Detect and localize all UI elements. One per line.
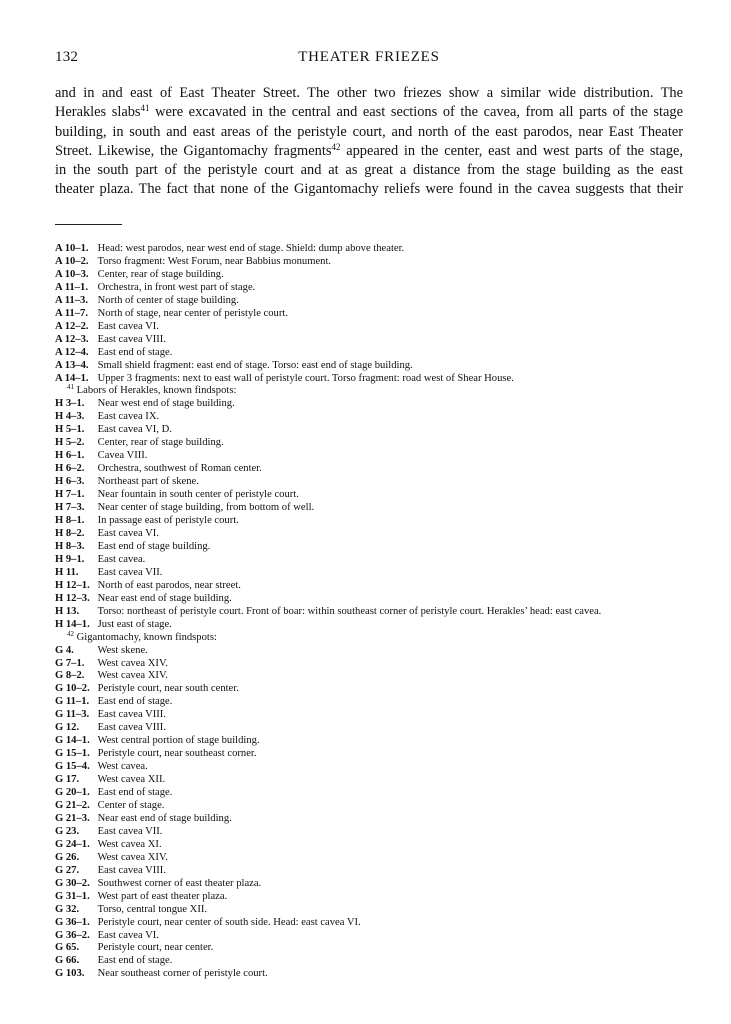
findspot-text: West cavea XIV. [95, 657, 168, 669]
catalog-number: A 12–2. [55, 320, 89, 332]
findspot-text: Near east end of stage building. [95, 812, 232, 824]
footnote-entry [55, 360, 695, 373]
findspot-text: Orchestra, in front west part of stage. [95, 281, 256, 293]
footnote-entry [55, 852, 695, 865]
catalog-number: A 14–1. [55, 372, 89, 384]
catalog-number: H 8–3. [55, 540, 85, 552]
footnote-entry [55, 450, 695, 463]
catalog-number: H 13. [55, 605, 80, 617]
catalog-number: G 17. [55, 774, 80, 786]
findspot-text: East cavea VIII. [95, 722, 166, 734]
footnote-entry [55, 787, 695, 800]
footnote-heading-text: Gigantomachy, known findspots: [74, 631, 217, 643]
catalog-number: A 12–4. [55, 346, 89, 358]
body-line: Herakles slabs$^{41}$ were excavated in the central and east sections of the cavea, from all parts of the stage [55, 103, 683, 121]
running-title: THEATER FRIEZES [298, 49, 440, 65]
catalog-number: H 8–2. [55, 527, 85, 539]
catalog-number: H 9–1. [55, 553, 85, 565]
footnote-entry [55, 606, 695, 619]
body-line: theater plaza. The fact that none of the Gigantomachy reliefs were found in the cavea suggests that their [55, 181, 683, 198]
catalog-number: H 12–3. [55, 592, 90, 604]
footnote-entry [55, 709, 695, 722]
footnote-entry [55, 567, 695, 580]
footnote-entry [55, 800, 695, 813]
footnote-entry [55, 528, 695, 541]
findspot-text: In passage east of peristyle court. [95, 515, 239, 527]
catalog-number: H 4–3. [55, 411, 85, 423]
findspot-text: Peristyle court, near center of south side. Head: east cavea VI. [95, 916, 361, 928]
findspot-text: North of stage, near center of peristyle court. [95, 307, 288, 319]
footnote-entry [55, 580, 695, 593]
findspot-text: East end of stage. [95, 955, 173, 967]
findspot-text: East cavea VIII. [95, 333, 166, 345]
footnote-entry [55, 541, 695, 554]
body-line: Street. Likewise, the Gigantomachy fragments$^{42}$ appeared in the center, east and west parts of the stage, [55, 141, 683, 159]
footnote-reference: 41 [140, 103, 150, 114]
catalog-number: G 15–4. [55, 761, 90, 773]
body-line: building, in south and east areas of the peristyle court, and north of the east parodos, near East Theater [55, 123, 683, 140]
catalog-number: H 5–2. [55, 437, 85, 449]
catalog-number: H 6–2. [55, 463, 85, 475]
findspot-text: Near center of stage building, from bottom of well. [95, 502, 315, 514]
catalog-number: G 4. [55, 644, 74, 656]
footnote-entry [55, 489, 695, 502]
footnote-entry [55, 243, 695, 256]
findspot-text: Peristyle court, near center. [95, 942, 214, 954]
findspot-text: East end of stage. [95, 346, 173, 358]
catalog-number: G 11–1. [55, 696, 90, 708]
findspot-text: East cavea VII. [95, 566, 163, 578]
catalog-number: H 7–1. [55, 489, 85, 501]
findspot-text: Cavea VIII. [95, 450, 148, 462]
findspot-text: Small shield fragment: east end of stage. Torso: east end of stage building. [95, 359, 413, 371]
page-number: 132 [55, 49, 79, 65]
catalog-number: G 21–2. [55, 799, 90, 811]
body-line: and in and east of East Theater Street. The other two friezes show a similar wide distribution. The [55, 85, 683, 101]
footnote-entry [55, 904, 695, 917]
footnote-entry [55, 619, 695, 632]
catalog-number: G 32. [55, 903, 80, 915]
findspot-text: East cavea VI, D. [95, 424, 172, 436]
catalog-number: G 30–2. [55, 877, 90, 889]
footnote-entry [55, 942, 695, 955]
footnote-entry [55, 658, 695, 671]
findspot-text: Near west end of stage building. [95, 398, 235, 410]
catalog-number: A 10–2. [55, 255, 89, 267]
footnote-entry [55, 295, 695, 308]
findspot-text: East cavea IX. [95, 411, 160, 423]
footnote-entry [55, 554, 695, 567]
body-line: in the south part of the peristyle court and at as great a distance from the stage building as the east [55, 162, 683, 179]
catalog-number: H 14–1. [55, 618, 90, 630]
findspot-text: Southwest corner of east theater plaza. [95, 877, 262, 889]
footnote-entry [55, 955, 695, 968]
footnote-number: 42 [67, 629, 74, 638]
footnote-entry [55, 683, 695, 696]
footnote-entry [55, 347, 695, 360]
findspot-text: Center of stage. [95, 799, 165, 811]
catalog-number: G 21–3. [55, 812, 90, 824]
findspot-text: West part of east theater plaza. [95, 890, 228, 902]
footnote-entry [55, 735, 695, 748]
catalog-number: A 10–3. [55, 268, 89, 280]
footnote-entry [55, 748, 695, 761]
catalog-number: G 31–1. [55, 890, 90, 902]
footnote-entry [55, 463, 695, 476]
footnote-entry [55, 269, 695, 282]
catalog-number: A 10–1. [55, 243, 89, 254]
catalog-number: G 26. [55, 851, 80, 863]
catalog-number: H 3–1. [55, 398, 85, 410]
catalog-number: H 7–3. [55, 502, 85, 514]
footnote-entry [55, 645, 695, 658]
footnote-entry [55, 761, 695, 774]
catalog-number: G 103. [55, 968, 85, 980]
footnote-entry [55, 813, 695, 826]
findspot-text: East cavea VI. [95, 320, 159, 332]
footnote-entry [55, 826, 695, 839]
catalog-number: H 6–1. [55, 450, 85, 462]
findspot-text: North of center of stage building. [95, 294, 239, 306]
footnote-entry [55, 891, 695, 904]
findspot-text: West cavea. [95, 761, 148, 773]
findspot-text: Torso, central tongue XII. [95, 903, 208, 915]
footnote-entry [55, 670, 695, 683]
footnote-entry [55, 321, 695, 334]
footnote-entry [55, 515, 695, 528]
findspot-text: West cavea XIV. [95, 851, 168, 863]
footnote-entry [55, 334, 695, 347]
catalog-number: G 36–2. [55, 929, 90, 941]
findspot-text: West central portion of stage building. [95, 735, 260, 747]
footnote-entry [55, 308, 695, 321]
footnote-entry [55, 917, 695, 930]
findspot-text: East cavea VII. [95, 825, 163, 837]
footnotes [55, 243, 695, 981]
findspot-text: East cavea VI. [95, 929, 159, 941]
findspot-text: West cavea XI. [95, 838, 162, 850]
findspot-text: Northeast part of skene. [95, 476, 199, 488]
findspot-text: Head: west parodos, near west end of stage. Shield: dump above theater. [95, 243, 405, 254]
footnote-entry [55, 502, 695, 515]
catalog-number: G 65. [55, 942, 80, 954]
findspot-text: Center, rear of stage building. [95, 437, 224, 449]
footnote-entry [55, 398, 695, 411]
findspot-text: East cavea VIII. [95, 864, 166, 876]
footnote-entry [55, 696, 695, 709]
findspot-text: Near east end of stage building. [95, 592, 232, 604]
findspot-text: East end of stage building. [95, 540, 211, 552]
findspot-text: West skene. [95, 644, 148, 656]
findspot-text: East cavea. [95, 553, 146, 565]
catalog-number: G 23. [55, 825, 80, 837]
footnote-entry [55, 839, 695, 852]
catalog-number: A 11–3. [55, 294, 88, 306]
catalog-number: G 7–1. [55, 657, 85, 669]
footnote-entry [55, 774, 695, 787]
footnote-entry [55, 411, 695, 424]
catalog-number: G 11–3. [55, 709, 90, 721]
running-header [55, 49, 683, 71]
catalog-number: G 8–2. [55, 670, 85, 682]
catalog-number: G 24–1. [55, 838, 90, 850]
catalog-number: A 13–4. [55, 359, 89, 371]
findspot-text: Torso fragment: West Forum, near Babbius monument. [95, 255, 332, 267]
findspot-text: Near southeast corner of peristyle court. [95, 968, 268, 980]
catalog-number: G 20–1. [55, 787, 90, 799]
findspot-text: East end of stage. [95, 696, 173, 708]
findspot-text: Peristyle court, near southeast corner. [95, 748, 257, 760]
footnote-separator-rule [55, 224, 122, 225]
footnote-entry [55, 968, 695, 981]
footnote-entry [55, 878, 695, 891]
footnote-entry [55, 424, 695, 437]
catalog-number: H 6–3. [55, 476, 85, 488]
catalog-number: H 5–1. [55, 424, 85, 436]
findspot-text: North of east parodos, near street. [95, 579, 241, 591]
findspot-text: Just east of stage. [95, 618, 172, 630]
footnote-heading-text: Labors of Herakles, known findspots: [74, 385, 237, 397]
footnote-entry [55, 476, 695, 489]
findspot-text: Center, rear of stage building. [95, 268, 224, 280]
footnote-entry [55, 437, 695, 450]
findspot-text: East cavea VIII. [95, 709, 166, 721]
findspot-text: Peristyle court, near south center. [95, 683, 239, 695]
findspot-text: Near fountain in south center of peristyle court. [95, 489, 299, 501]
catalog-number: G 10–2. [55, 683, 90, 695]
footnote-entry [55, 930, 695, 943]
footnote-entry [55, 865, 695, 878]
catalog-number: G 27. [55, 864, 80, 876]
catalog-number: G 14–1. [55, 735, 90, 747]
catalog-number: A 11–7. [55, 307, 88, 319]
footnote-entry [55, 256, 695, 269]
findspot-text: West cavea XII. [95, 774, 166, 786]
catalog-number: G 66. [55, 955, 80, 967]
findspot-text: Orchestra, southwest of Roman center. [95, 463, 262, 475]
footnote-entry [55, 282, 695, 295]
catalog-number: G 12. [55, 722, 80, 734]
findspot-text: West cavea XIV. [95, 670, 168, 682]
footnote-entry [55, 593, 695, 606]
catalog-number: H 11. [55, 566, 79, 578]
catalog-number: A 12–3. [55, 333, 89, 345]
findspot-text: Upper 3 fragments: next to east wall of peristyle court. Torso fragment: road west of Shear House. [95, 372, 514, 384]
findspot-text: Torso: northeast of peristyle court. Front of boar: within southeast corner of peristyle court. Herakles’ head: east cavea. [95, 605, 602, 617]
footnote-heading [55, 385, 695, 398]
catalog-number: H 12–1. [55, 579, 90, 591]
footnote-number: 41 [67, 383, 74, 392]
catalog-number: G 15–1. [55, 748, 90, 760]
catalog-number: A 11–1. [55, 281, 88, 293]
findspot-text: East end of stage. [95, 787, 173, 799]
catalog-number: H 8–1. [55, 515, 85, 527]
footnote-reference: 42 [331, 141, 341, 152]
footnote-entry [55, 373, 695, 386]
catalog-number: G 36–1. [55, 916, 90, 928]
footnote-heading [55, 629, 695, 645]
body-paragraph [55, 84, 683, 200]
findspot-text: East cavea VI. [95, 527, 159, 539]
footnote-entry [55, 722, 695, 735]
